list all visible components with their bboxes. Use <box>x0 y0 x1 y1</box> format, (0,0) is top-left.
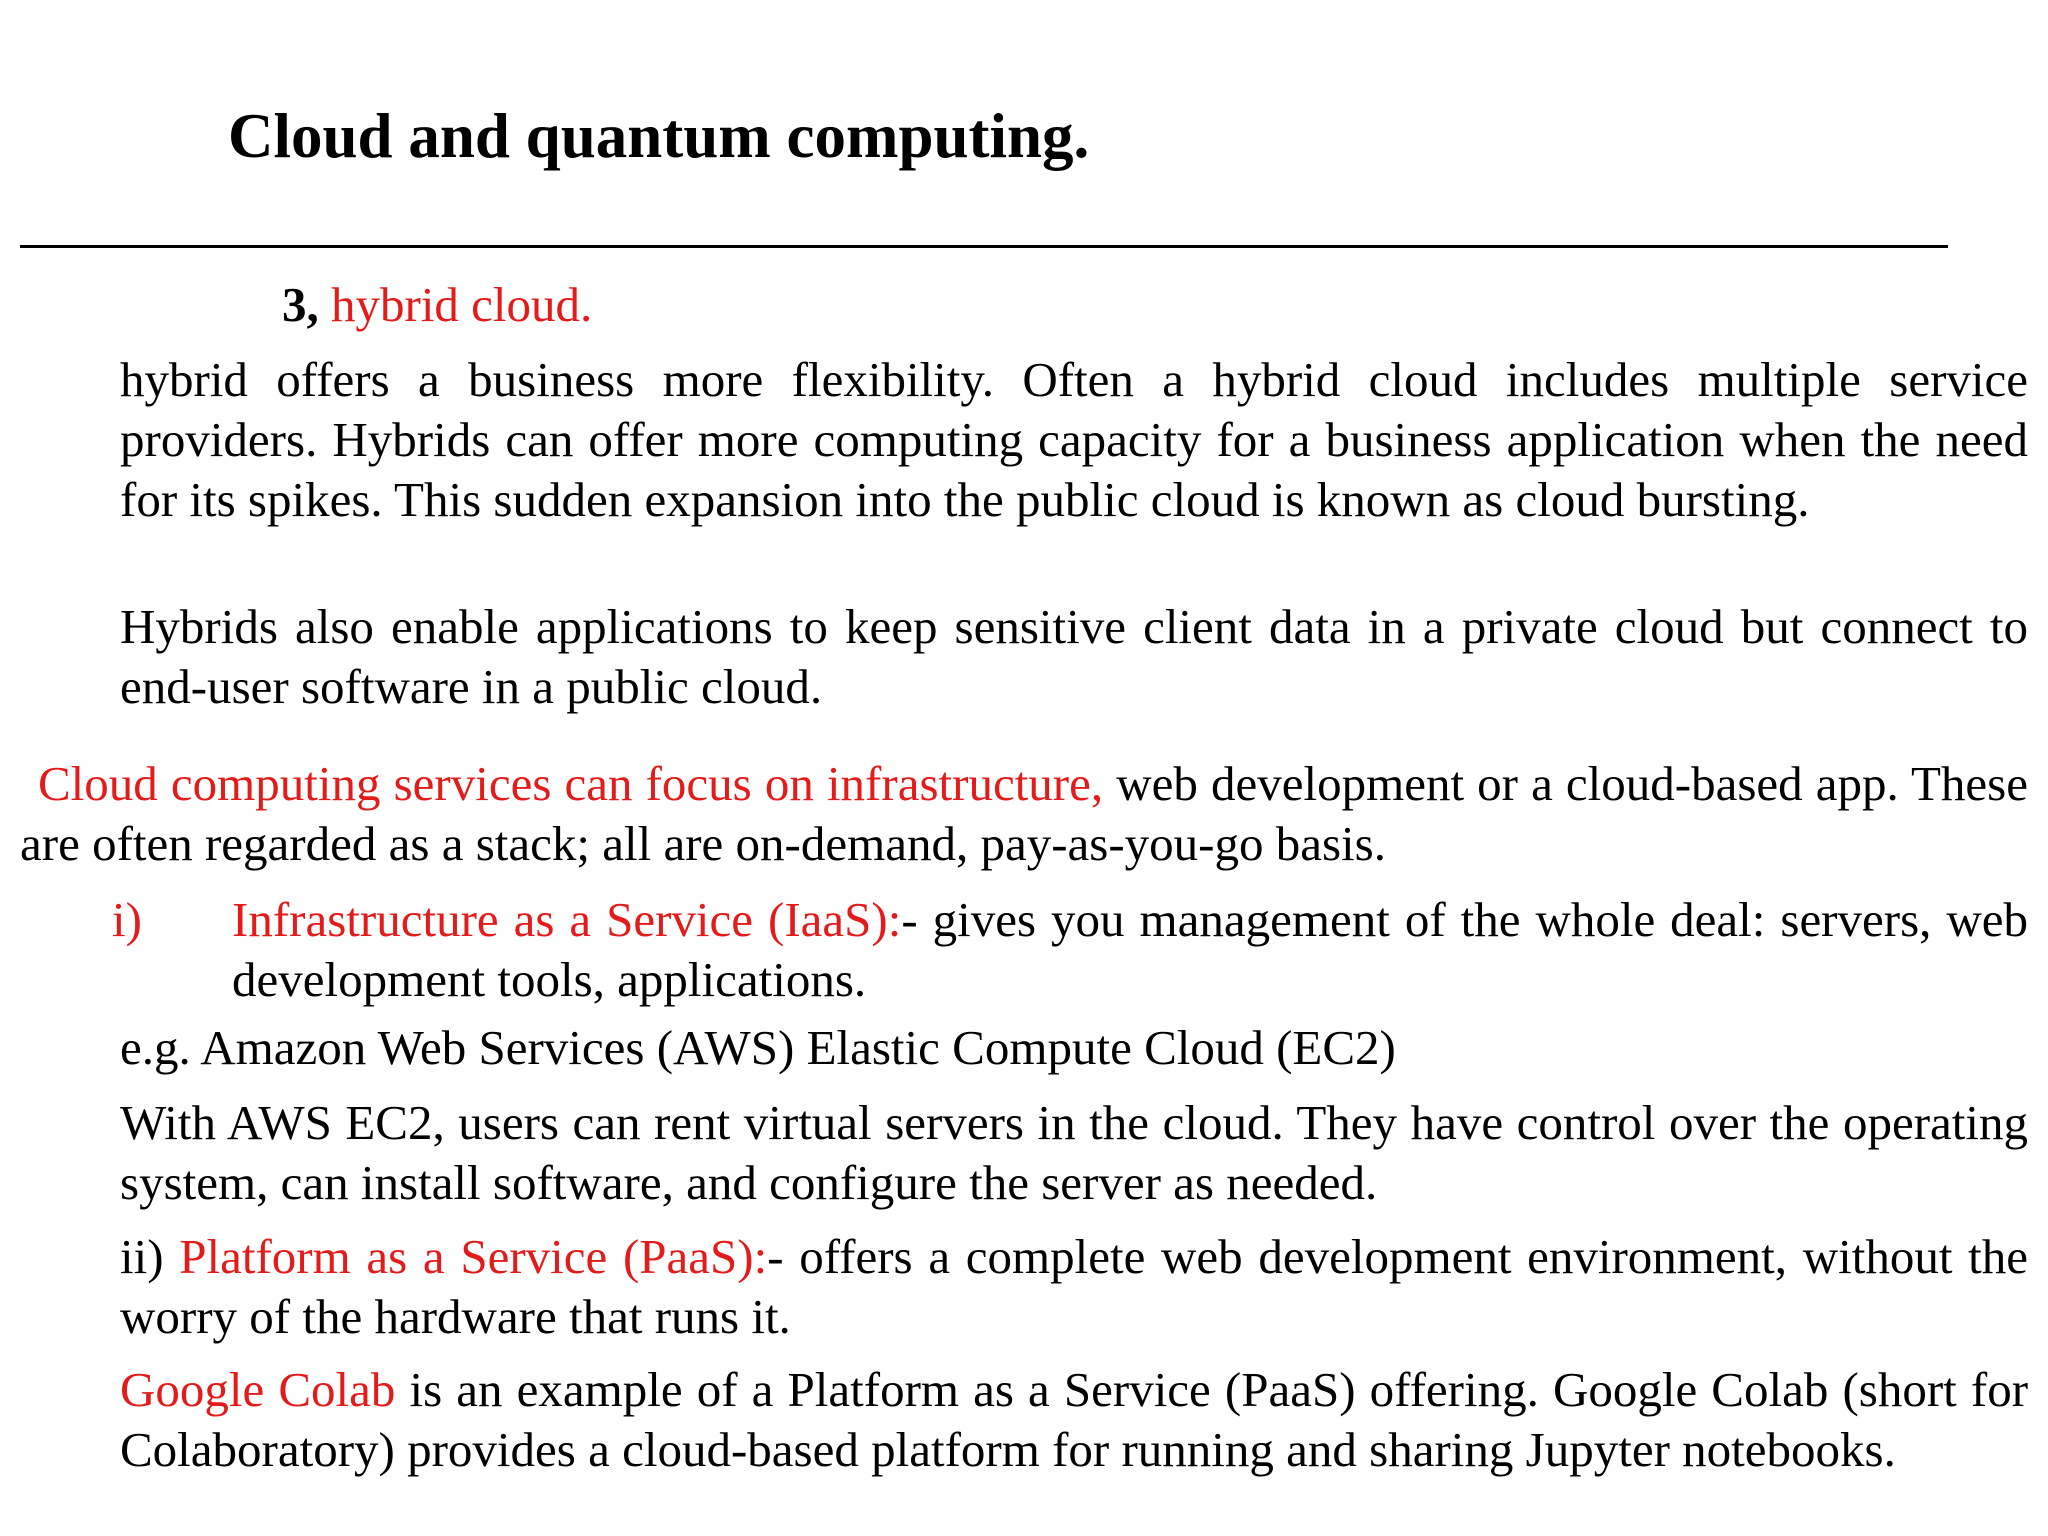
services-intro-text: web development or a cloud-based app. These are often regarded as a stack; all are on-demand, pay-as-you-go basis. <box>20 756 2028 871</box>
iaas-example: e.g. Amazon Web Services (AWS) Elastic Compute Cloud (EC2) <box>120 1020 1396 1075</box>
paas-marker: ii) <box>120 1229 164 1284</box>
paas-example-text: is an example of a Platform as a Service (PaaS) offering. Google Colab (short for Colaboratory) provides a cloud-based platform for running and sharing Jupyter notebooks. <box>120 1362 2029 1477</box>
iaas-detail: With AWS EC2, users can rent virtual servers in the cloud. They have control over the operating system, can install software, and configure the server as needed. <box>120 1095 2028 1210</box>
paas-item <box>120 1227 2028 1347</box>
services-intro-highlight: Cloud computing services can focus on infrastructure, <box>38 756 1104 811</box>
hybrid-paragraph-2: Hybrids also enable applications to keep sensitive client data in a private cloud but connect to end-user software in a public cloud. <box>120 599 2028 714</box>
paas-description: - offers a complete web development environment, without the worry of the hardware that runs it. <box>120 1229 2029 1344</box>
paas-example <box>120 1360 2028 1480</box>
iaas-term: Infrastructure as a Service (IaaS): <box>232 892 902 947</box>
hybrid-paragraph-1: hybrid offers a business more flexibility. Often a hybrid cloud includes multiple service providers. Hybrids can offer more computing capacity for a business application when the need for its spikes. This sudden expansion into the public cloud is known as cloud bursting. <box>120 352 2028 527</box>
section-heading-hybrid-cloud <box>282 275 592 335</box>
services-intro <box>20 754 2028 874</box>
iaas-item <box>232 890 2028 1010</box>
iaas-marker: i) <box>112 892 142 947</box>
section-heading-text: hybrid cloud. <box>331 277 593 332</box>
paas-example-highlight: Google Colab <box>120 1362 396 1417</box>
page-title: Cloud and quantum computing. <box>228 101 1090 171</box>
title-divider <box>20 245 1948 248</box>
section-number: 3, <box>282 277 319 332</box>
iaas-description: - gives you management of the whole deal: servers, web development tools, applications. <box>232 892 2028 1007</box>
paas-term: Platform as a Service (PaaS): <box>179 1229 768 1284</box>
